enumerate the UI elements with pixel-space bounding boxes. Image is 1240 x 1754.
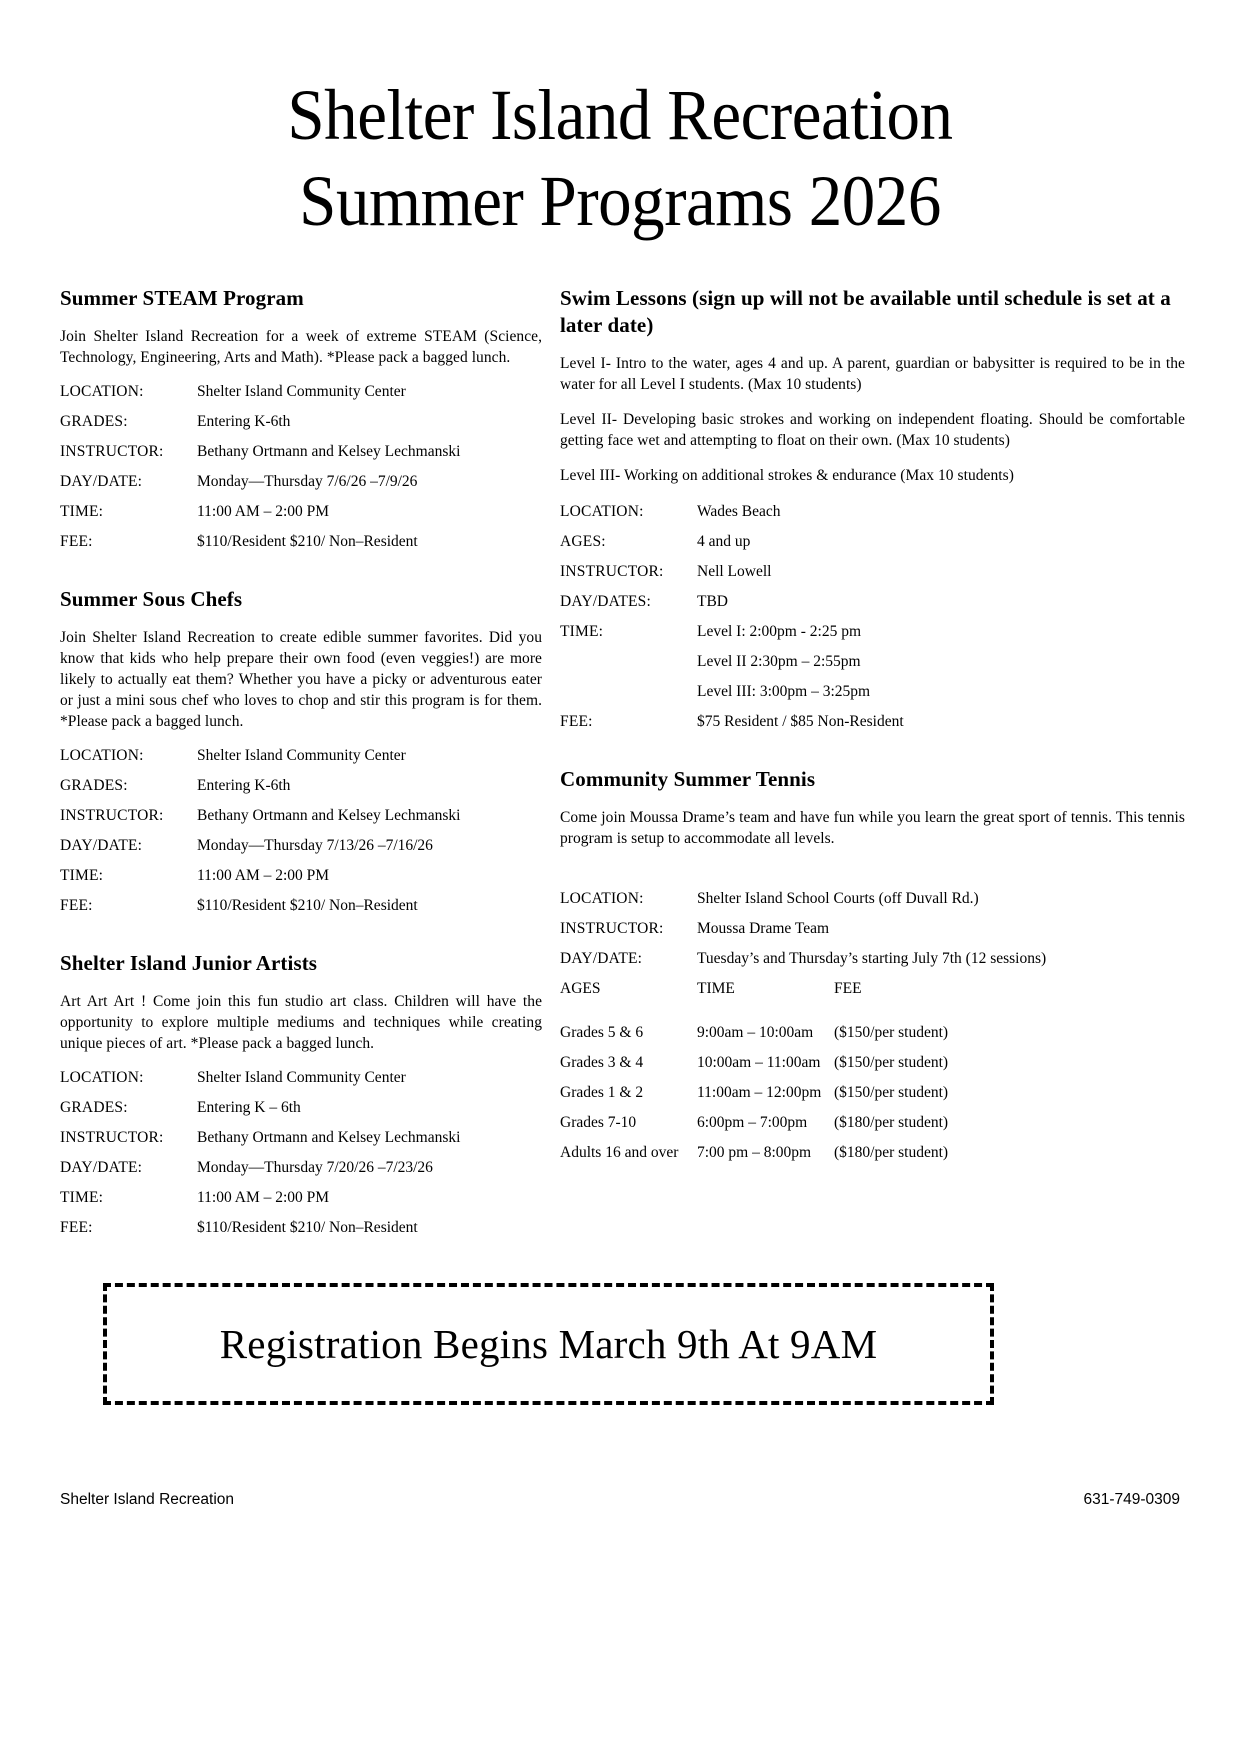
detail-label: FEE: (60, 1219, 93, 1236)
detail-label: INSTRUCTOR: (60, 443, 164, 460)
detail-row (560, 502, 1185, 522)
section-swim-lessons (560, 285, 1185, 732)
detail-label: LOCATION: (60, 1069, 144, 1086)
tennis-cell-ages: Grades 3 & 4 (560, 1054, 644, 1071)
detail-row (60, 412, 542, 432)
swim-level-3-description: Level III- Working on additional strokes & endurance (Max 10 students) (560, 467, 1014, 484)
detail-row (60, 1128, 542, 1148)
detail-row (560, 949, 1185, 969)
page-footer (60, 1490, 1180, 1510)
tennis-cell-time: 7:00 pm – 8:00pm (697, 1144, 812, 1161)
tennis-cell-time: 11:00am – 12:00pm (697, 1084, 822, 1101)
junior-artists-description: Art Art Art ! Come join this fun studio art class. Children will have the opportunity to explore multiple mediums and techniques while creating unique pieces of art. *Please pack a bagged lunch. (60, 993, 542, 1052)
detail-row (60, 1158, 542, 1178)
tennis-description: Come join Moussa Drame’s team and have fun while you learn the great sport of tennis. This tennis program is setup to accommodate all levels. (560, 809, 1185, 847)
detail-value: Bethany Ortmann and Kelsey Lechmanski (197, 1129, 461, 1146)
detail-row (60, 866, 542, 886)
detail-row (60, 1188, 542, 1208)
detail-label: TIME: (60, 503, 104, 520)
detail-label: FEE: (60, 533, 93, 550)
detail-label: DAY/DATE: (560, 950, 643, 967)
detail-row-continuation (560, 682, 1185, 702)
section-summer-sous-chefs (60, 586, 542, 916)
detail-value: $110/Resident $210/ Non–Resident (197, 897, 418, 914)
detail-value: Monday—Thursday 7/6/26 –7/9/26 (197, 473, 418, 490)
detail-label: LOCATION: (560, 890, 644, 907)
table-row (560, 1083, 1185, 1103)
table-row (560, 1113, 1185, 1133)
detail-row (560, 712, 1185, 732)
swim-detail-rows (560, 502, 1185, 732)
detail-row (560, 622, 1185, 642)
detail-label (560, 682, 697, 702)
page-title (0, 0, 1240, 244)
detail-label: GRADES: (60, 413, 128, 430)
detail-value: Level III: 3:00pm – 3:25pm (697, 683, 871, 700)
detail-row (60, 502, 542, 522)
detail-value: Shelter Island School Courts (off Duvall Rd.) (697, 890, 979, 907)
table-row (560, 1143, 1185, 1163)
junior-artists-detail-rows (60, 1068, 542, 1238)
detail-row (60, 896, 542, 916)
detail-label: LOCATION: (560, 503, 644, 520)
tennis-table-body (560, 1023, 1185, 1163)
section-community-tennis (560, 766, 1185, 1163)
detail-row (60, 472, 542, 492)
detail-label: TIME: (560, 623, 604, 640)
detail-value: Level I: 2:00pm - 2:25 pm (697, 623, 862, 640)
detail-label: FEE: (560, 713, 593, 730)
detail-value: Entering K-6th (197, 413, 291, 430)
registration-banner-text: Registration Begins March 9th At 9AM (219, 1321, 878, 1367)
detail-label: GRADES: (60, 777, 128, 794)
footer-organization: Shelter Island Recreation (60, 1491, 235, 1508)
detail-value: 11:00 AM – 2:00 PM (197, 867, 330, 884)
tennis-detail-rows (560, 889, 1185, 969)
detail-label: INSTRUCTOR: (560, 563, 664, 580)
detail-value: $75 Resident / $85 Non-Resident (697, 713, 904, 730)
detail-value: TBD (697, 593, 728, 610)
content-columns (0, 285, 1240, 1272)
steam-detail-rows (60, 382, 542, 552)
detail-value: Monday—Thursday 7/13/26 –7/16/26 (197, 837, 433, 854)
tennis-cell-fee: ($150/per student) (834, 1024, 949, 1041)
detail-label: DAY/DATE: (60, 1159, 143, 1176)
detail-row (60, 1068, 542, 1088)
right-column (560, 285, 1240, 1272)
tennis-header-fee: FEE (834, 980, 862, 997)
left-column (0, 285, 560, 1272)
detail-label: GRADES: (60, 1099, 128, 1116)
detail-value: Tuesday’s and Thursday’s starting July 7th (12 sessions) (697, 950, 1047, 967)
detail-label: INSTRUCTOR: (60, 1129, 164, 1146)
detail-label: DAY/DATE: (60, 837, 143, 854)
detail-row (60, 442, 542, 462)
tennis-cell-fee: ($150/per student) (834, 1084, 949, 1101)
detail-label: INSTRUCTOR: (560, 920, 664, 937)
detail-label: AGES: (560, 533, 606, 550)
detail-value: Level II 2:30pm – 2:55pm (697, 653, 861, 670)
registration-banner (103, 1283, 994, 1405)
junior-artists-heading: Shelter Island Junior Artists (60, 951, 318, 975)
detail-value: Shelter Island Community Center (197, 747, 406, 764)
tennis-cell-time: 9:00am – 10:00am (697, 1024, 814, 1041)
sous-chefs-description: Join Shelter Island Recreation to create edible summer favorites. Did you know that kids who help prepare their own food (even veggies!) are more likely to actually eat them? Whether you have a picky or adventurous eater or just a mini sous chef who loves to chop and stir this program is for them. *Please pack a bagged lunch. (60, 629, 542, 730)
detail-value: Shelter Island Community Center (197, 1069, 406, 1086)
tennis-cell-ages: Grades 5 & 6 (560, 1024, 644, 1041)
section-junior-artists (60, 950, 542, 1238)
detail-value: Moussa Drame Team (697, 920, 830, 937)
detail-row (60, 1218, 542, 1238)
sous-chefs-heading: Summer Sous Chefs (60, 587, 243, 611)
detail-row (60, 746, 542, 766)
detail-value: Entering K-6th (197, 777, 291, 794)
detail-row (60, 776, 542, 796)
section-summer-steam (60, 285, 542, 552)
title-line-2: Summer Programs 2026 (299, 161, 941, 241)
tennis-heading: Community Summer Tennis (560, 767, 816, 791)
tennis-cell-ages: Grades 1 & 2 (560, 1084, 644, 1101)
detail-label: LOCATION: (60, 383, 144, 400)
detail-row (60, 1098, 542, 1118)
detail-row (560, 532, 1185, 552)
detail-label: LOCATION: (60, 747, 144, 764)
tennis-cell-time: 6:00pm – 7:00pm (697, 1114, 808, 1131)
detail-value: Nell Lowell (697, 563, 772, 580)
detail-value: Monday—Thursday 7/20/26 –7/23/26 (197, 1159, 433, 1176)
tennis-cell-time: 10:00am – 11:00am (697, 1054, 821, 1071)
detail-row (560, 592, 1185, 612)
swim-heading: Swim Lessons (sign up will not be available until schedule is set at a later date) (560, 286, 1171, 337)
detail-label: DAY/DATES: (560, 593, 651, 610)
detail-value: $110/Resident $210/ Non–Resident (197, 1219, 418, 1236)
detail-label: TIME: (60, 1189, 104, 1206)
swim-level-1-description: Level I- Intro to the water, ages 4 and up. A parent, guardian or babysitter is required to be in the water for all Level I students. (Max 10 students) (560, 355, 1185, 393)
detail-value: Bethany Ortmann and Kelsey Lechmanski (197, 443, 461, 460)
table-row (560, 1053, 1185, 1073)
detail-row (560, 919, 1185, 939)
detail-value: 11:00 AM – 2:00 PM (197, 503, 330, 520)
detail-value: Bethany Ortmann and Kelsey Lechmanski (197, 807, 461, 824)
tennis-cell-fee: ($150/per student) (834, 1054, 949, 1071)
tennis-table-header (560, 979, 1185, 999)
detail-row (60, 382, 542, 402)
detail-label: FEE: (60, 897, 93, 914)
detail-value: Entering K – 6th (197, 1099, 301, 1116)
detail-row (560, 562, 1185, 582)
tennis-cell-fee: ($180/per student) (834, 1144, 949, 1161)
detail-row-continuation (560, 652, 1185, 672)
steam-heading: Summer STEAM Program (60, 286, 304, 310)
sous-chefs-detail-rows (60, 746, 542, 916)
detail-row (60, 806, 542, 826)
detail-value: Shelter Island Community Center (197, 383, 406, 400)
tennis-cell-ages: Grades 7-10 (560, 1114, 637, 1131)
detail-label: INSTRUCTOR: (60, 807, 164, 824)
swim-level-2-description: Level II- Developing basic strokes and working on independent floating. Should be comfortable getting face wet and attempting to float on their own. (Max 10 students) (560, 411, 1185, 449)
detail-row (60, 836, 542, 856)
detail-value: Wades Beach (697, 503, 781, 520)
table-row (560, 1023, 1185, 1043)
detail-value: 11:00 AM – 2:00 PM (197, 1189, 330, 1206)
detail-value: $110/Resident $210/ Non–Resident (197, 533, 418, 550)
tennis-cell-fee: ($180/per student) (834, 1114, 949, 1131)
title-line-1: Shelter Island Recreation (287, 75, 953, 155)
tennis-cell-ages: Adults 16 and over (560, 1144, 679, 1161)
detail-row (60, 532, 542, 552)
detail-label: TIME: (60, 867, 104, 884)
detail-label (560, 652, 697, 672)
detail-row (560, 889, 1185, 909)
tennis-header-time: TIME (697, 980, 735, 997)
tennis-header-ages: AGES (560, 980, 601, 997)
detail-label: DAY/DATE: (60, 473, 143, 490)
detail-value: 4 and up (697, 533, 751, 550)
footer-phone: 631-749-0309 (1083, 1491, 1180, 1508)
steam-description: Join Shelter Island Recreation for a week of extreme STEAM (Science, Technology, Engineering, Arts and Math). *Please pack a bagged lunch. (60, 328, 542, 366)
